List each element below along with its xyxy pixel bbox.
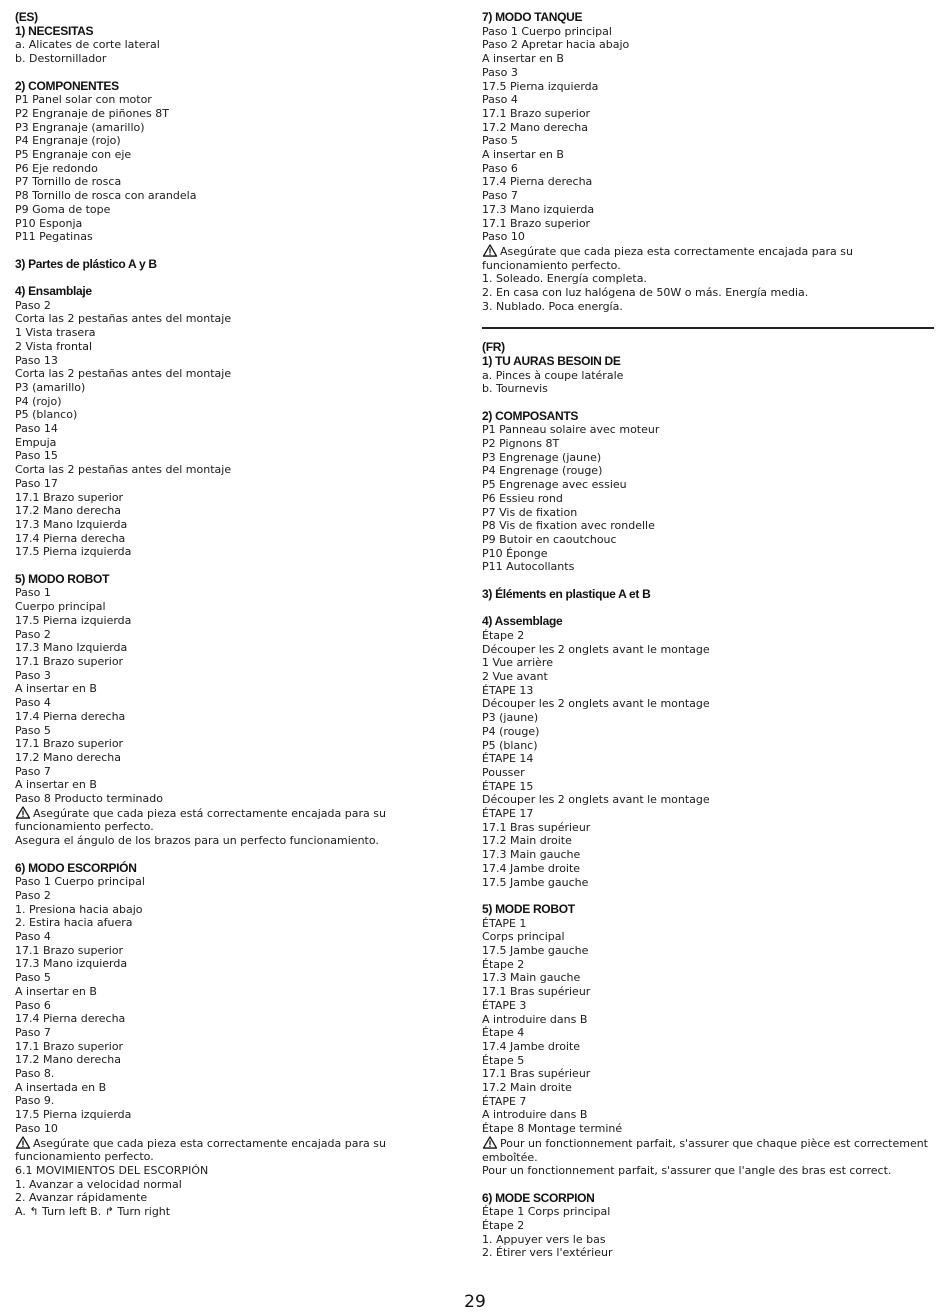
text-line: 17.2 Mano derecha [15,750,121,764]
text-line: Paso 4 [15,696,51,710]
section [15,11,465,66]
text-line: 17.3 Mano Izquierda [15,517,128,531]
text-line: 17.4 Pierna derecha [15,709,126,723]
section [482,341,934,396]
text-line: Paso 2 Apretar hacia abajo [482,38,630,52]
text-line: 17.4 Pierna derecha [482,175,593,189]
text-line: 1 Vue arrière [482,656,553,670]
spanish-tank-mode-block [482,11,934,313]
text-line: Paso 2 [15,627,51,641]
text-line: 17.4 Jambe droite [482,1039,581,1053]
text-line: 2. En casa con luz halógena de 50W o más. Energía media. [482,286,809,300]
warning-note [15,1136,465,1164]
text-line: Paso 2 [15,298,51,312]
text-line: 17.5 Pierna izquierda [15,545,132,559]
text-line: P3 (jaune) [482,711,539,725]
text-line: Paso 5 [15,723,51,737]
text-line: Paso 7 [15,1025,51,1039]
text-line: P5 Engrenage avec essieu [482,478,627,492]
warning-text: Pour un fonctionnement parfait, s'assurer que chaque pièce est correctement emboîtée. [482,1136,928,1164]
section-heading: 2) COMPOSANTS [482,408,579,423]
text-line: ÉTAPE 3 [482,998,527,1012]
text-line: Paso 8 Producto terminado [15,792,163,806]
section-heading: 3) Éléments en plastique A et B [482,586,651,601]
text-line: P11 Pegatinas [15,230,93,244]
text-line: P10 Éponge [482,546,548,560]
language-label: (FR) [482,340,505,355]
text-line: A insertar en B [482,52,564,66]
text-line: 17.1 Brazo superior [15,737,124,751]
warning-triangle-icon [482,1136,498,1149]
section-heading: 4) Assemblage [482,614,563,629]
page-number: 29 [464,1292,486,1312]
language-label: (ES) [15,10,38,24]
text-line: 17.1 Brazo superior [15,1039,124,1053]
text-line: a. Alicates de corte lateral [15,38,160,52]
text-line: P10 Esponja [15,216,83,230]
section-heading: 3) Partes de plástico A y B [15,256,157,271]
text-line: Paso 10 [15,1121,58,1135]
warning-text: Asegúrate que cada pieza esta correctamente encajada para su funcionamiento perfecto. [482,244,853,272]
text-line: Corta las 2 pestañas antes del montaje [15,463,232,477]
text-line: 6.1 MOVIMIENTOS DEL ESCORPIÓN [15,1163,209,1177]
text-line: 17.4 Jambe droite [482,861,581,875]
warning-note [15,806,465,834]
right-column [482,11,934,1274]
text-line: Étape 4 [482,1026,525,1040]
text-line: Pour un fonctionnement parfait, s'assurer que l'angle des bras est correct. [482,1164,892,1178]
text-line: ÉTAPE 17 [482,807,534,821]
text-line: Corta las 2 pestañas antes del montaje [15,312,232,326]
section [15,80,465,244]
section [15,862,465,1219]
text-line: Découper les 2 onglets avant le montage [482,697,710,711]
text-line: 17.1 Brazo superior [482,106,591,120]
text-line: P8 Vis de fixation avec rondelle [482,519,655,533]
text-line: A insertar en B [15,778,97,792]
text-line: A insertar en B [15,682,97,696]
text-line: P5 (blanco) [15,408,78,422]
text-line: P1 Panel solar con motor [15,93,152,107]
text-line: A introduire dans B [482,1108,588,1122]
text-line: 17.1 Bras supérieur [482,820,591,834]
section-heading: 6) MODE SCORPION [482,1190,595,1205]
text-line: P3 Engranaje (amarillo) [15,120,145,134]
text-line: 17.1 Bras supérieur [482,985,591,999]
text-line: 17.2 Mano derecha [15,504,121,518]
text-line: P6 Eje redondo [15,161,98,175]
section [482,11,934,313]
section-heading: 1) NECESITAS [15,23,94,38]
french-column [482,341,934,1260]
text-line: b. Destornillador [15,52,107,66]
text-line: Étape 2 [482,1219,525,1233]
section-heading: 7) MODO TANQUE [482,10,583,24]
text-line: P2 Engranaje de piñones 8T [15,106,169,120]
text-line: Empuja [15,435,57,449]
section-heading: 4) Ensamblaje [15,284,92,299]
text-line: 3. Nublado. Poca energía. [482,299,623,313]
section [15,573,465,848]
warning-triangle-icon [482,244,498,257]
text-line: P7 Vis de fixation [482,505,578,519]
text-line: Paso 15 [15,449,58,463]
text-line: P4 (rouge) [482,724,540,738]
section [482,615,934,889]
text-line: Cuerpo principal [15,600,106,614]
language-divider [482,327,934,329]
text-line: 17.5 Jambe gauche [482,944,589,958]
text-line: Paso 13 [15,353,58,367]
text-line: 17.1 Brazo superior [482,216,591,230]
text-line: b. Tournevis [482,382,548,396]
text-line: 17.1 Brazo superior [15,654,124,668]
text-line: P7 Tornillo de rosca [15,175,122,189]
text-line: 1. Avanzar a velocidad normal [15,1177,182,1191]
section [482,1192,934,1261]
text-line: Paso 7 [482,189,518,203]
text-line: 17.3 Mano izquierda [482,202,595,216]
text-line: 1. Appuyer vers le bas [482,1232,606,1246]
text-line: P2 Pignons 8T [482,437,560,451]
text-line: A insertada en B [15,1080,107,1094]
text-line: Étape 2 [482,628,525,642]
text-line: 1. Presiona hacia abajo [15,902,143,916]
text-line: Paso 8. [15,1067,55,1081]
text-line: Paso 1 Cuerpo principal [15,875,145,889]
section [482,410,934,574]
text-line: 2 Vista frontal [15,339,93,353]
section-heading: 2) COMPONENTES [15,78,119,93]
text-line: ÉTAPE 13 [482,683,534,697]
text-line: P4 Engrenage (rouge) [482,464,603,478]
text-line: P4 (rojo) [15,394,62,408]
spanish-column [15,11,465,1232]
text-line: Paso 5 [482,134,518,148]
warning-text: Asegúrate que cada pieza esta correctamente encajada para su funcionamiento perfecto. [15,1136,386,1164]
text-line: A insertar en B [15,984,97,998]
text-line: ÉTAPE 15 [482,779,534,793]
text-line: Paso 3 [15,668,51,682]
text-line: Étape 1 Corps principal [482,1205,611,1219]
text-line: Paso 14 [15,422,58,436]
text-line: Paso 10 [482,230,525,244]
text-line: 17.3 Mano izquierda [15,957,128,971]
text-line: P5 Engranaje con eje [15,148,132,162]
text-line: 17.1 Brazo superior [15,490,124,504]
text-line: 17.3 Main gauche [482,971,581,985]
text-line: Étape 5 [482,1053,525,1067]
section-heading: 5) MODE ROBOT [482,901,575,916]
text-line: A introduire dans B [482,1012,588,1026]
text-line: P5 (blanc) [482,738,538,752]
text-line: P9 Butoir en caoutchouc [482,532,617,546]
text-line: 2 Vue avant [482,669,548,683]
text-line: 17.3 Mano Izquierda [15,641,128,655]
warning-note [482,1136,934,1164]
text-line: Découper les 2 onglets avant le montage [482,793,710,807]
text-line: 1 Vista trasera [15,326,96,340]
text-line: 17.4 Pierna derecha [15,1012,126,1026]
text-line: Paso 4 [482,93,518,107]
text-line: 17.1 Bras supérieur [482,1067,591,1081]
text-line: A. ↰ Turn left B. ↱ Turn right [15,1205,171,1219]
text-line: ÉTAPE 14 [482,752,534,766]
text-line: 17.1 Brazo superior [15,943,124,957]
text-line: 2. Estira hacia afuera [15,916,133,930]
section-heading: 5) MODO ROBOT [15,571,110,586]
text-line: 17.5 Pierna izquierda [15,613,132,627]
section-heading: 6) MODO ESCORPIÓN [15,860,137,875]
text-line: Paso 1 Cuerpo principal [482,24,612,38]
text-line: Paso 6 [482,161,518,175]
text-line: Paso 9. [15,1094,55,1108]
text-line: 17.2 Main droite [482,1081,572,1095]
text-line: A insertar en B [482,148,564,162]
text-line: 1. Soleado. Energía completa. [482,272,647,286]
text-line: 17.5 Pierna izquierda [482,79,599,93]
text-line: 2. Avanzar rápidamente [15,1191,148,1205]
text-line: Corta las 2 pestañas antes del montaje [15,367,232,381]
section [15,285,465,559]
text-line: P1 Panneau solaire avec moteur [482,423,660,437]
text-line: 17.4 Pierna derecha [15,531,126,545]
text-line: Paso 6 [15,998,51,1012]
text-line: 17.3 Main gauche [482,848,581,862]
warning-triangle-icon [15,806,31,819]
text-line: 17.5 Pierna izquierda [15,1108,132,1122]
text-line: P6 Essieu rond [482,491,563,505]
text-line: Étape 2 [482,957,525,971]
text-line: P11 Autocollants [482,560,575,574]
text-line: Paso 3 [482,65,518,79]
text-line: Paso 5 [15,971,51,985]
text-line: P3 (amarillo) [15,380,86,394]
section-heading: 1) TU AURAS BESOIN DE [482,353,621,368]
text-line: P3 Engrenage (jaune) [482,450,602,464]
section [482,588,934,602]
text-line: ÉTAPE 7 [482,1094,527,1108]
text-line: ÉTAPE 1 [482,916,527,930]
text-line: Paso 17 [15,476,58,490]
warning-text: Asegúrate que cada pieza está correctamente encajada para su funcionamiento perfecto. [15,806,386,834]
text-line: Asegura el ángulo de los brazos para un perfecto funcionamiento. [15,834,379,848]
text-line: 17.2 Mano derecha [482,120,588,134]
text-line: Paso 2 [15,888,51,902]
warning-triangle-icon [15,1136,31,1149]
section [15,258,465,272]
warning-note [482,244,934,272]
text-line: Paso 4 [15,930,51,944]
section [482,903,934,1178]
text-line: Étape 8 Montage terminé [482,1122,623,1136]
text-line: P4 Engranaje (rojo) [15,134,121,148]
text-line: Paso 1 [15,586,51,600]
text-line: 17.2 Main droite [482,834,572,848]
text-line: a. Pinces à coupe latérale [482,368,624,382]
text-line: P9 Goma de tope [15,202,111,216]
text-line: Corps principal [482,930,565,944]
text-line: 17.2 Mano derecha [15,1053,121,1067]
text-line: Paso 7 [15,764,51,778]
text-line: Découper les 2 onglets avant le montage [482,642,710,656]
text-line: Pousser [482,765,525,779]
text-line: P8 Tornillo de rosca con arandela [15,189,197,203]
text-line: 17.5 Jambe gauche [482,875,589,889]
text-line: 2. Étirer vers l'extérieur [482,1246,613,1260]
